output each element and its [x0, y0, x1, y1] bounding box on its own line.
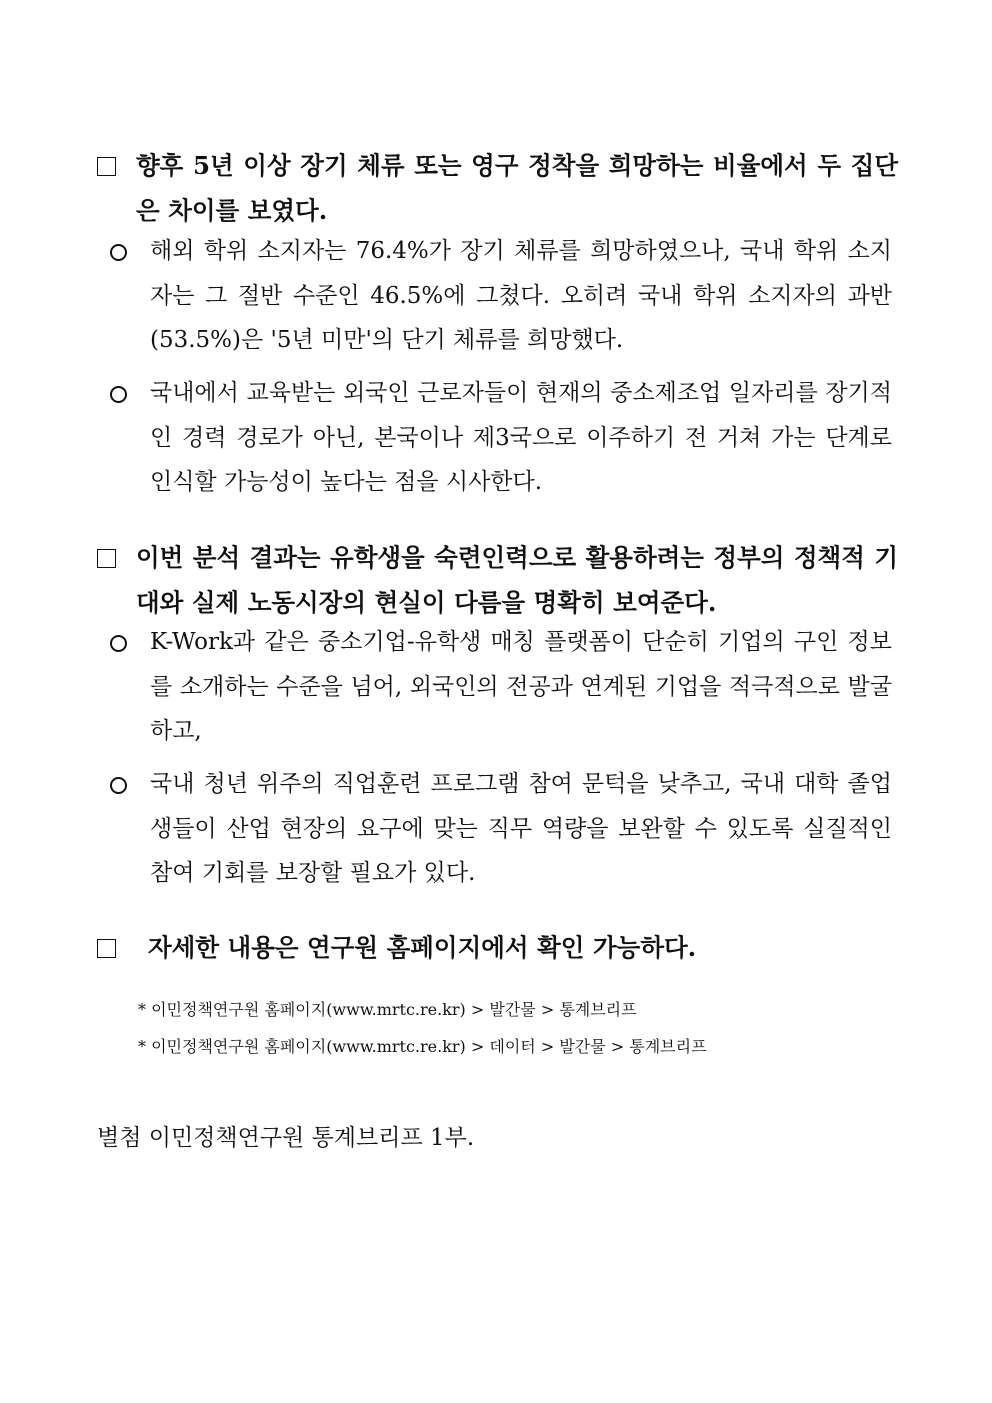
checkbox-square-icon — [97, 157, 116, 176]
checkbox-square-icon — [97, 939, 116, 958]
circle-bullet-icon — [110, 244, 127, 261]
bullet-text: 해외 학위 소지자는 76.4%가 장기 체류를 희망하였으나, 국내 학위 소지자는 그 절반 수준인 46.5%에 그쳤다. 오히려 국내 학위 소지자의 과반(53.5%)은 '5년 미만'의 단기 체류를 희망했다. — [150, 238, 892, 353]
bullet-text: K-Work과 같은 중소기업-유학생 매칭 플랫폼이 단순히 기업의 구인 정보를 소개하는 수준을 넘어, 외국인의 전공과 연계된 기업을 적극적으로 발굴하고, — [150, 629, 892, 744]
bullet-text: 국내에서 교육받는 외국인 근로자들이 현재의 중소제조업 일자리를 장기적인 경력 경로가 아닌, 본국이나 제3국으로 이주하기 전 거쳐 가는 단계로 인식할 가능성이 높다는 점을 시사한다. — [150, 380, 892, 495]
circle-bullet-icon — [110, 777, 127, 794]
attachment-line: 별첨 이민정책연구원 통계브리프 1부. — [97, 1125, 475, 1151]
bullet-text: 국내 청년 위주의 직업훈련 프로그램 참여 문턱을 낮추고, 국내 대학 졸업생들이 산업 현장의 요구에 맞는 직무 역량을 보완할 수 있도록 실질적인 참여 기회를 보장할 필요가 있다. — [150, 771, 892, 886]
reference-note: * 이민정책연구원 홈페이지(www.mrtc.re.kr) > 데이터 > 발간물 > 통계브리프 — [138, 1037, 707, 1056]
section-heading: 향후 5년 이상 장기 체류 또는 영구 정착을 희망하는 비율에서 두 집단은 차이를 보였다. — [136, 151, 898, 225]
reference-note: * 이민정책연구원 홈페이지(www.mrtc.re.kr) > 발간물 > 통계브리프 — [138, 1000, 637, 1019]
section-heading: 이번 분석 결과는 유학생을 숙련인력으로 활용하려는 정부의 정책적 기대와 실제 노동시장의 현실이 다름을 명확히 보여준다. — [136, 543, 898, 617]
circle-bullet-icon — [110, 386, 127, 403]
circle-bullet-icon — [110, 635, 127, 652]
section-heading: 자세한 내용은 연구원 홈페이지에서 확인 가능하다. — [148, 933, 697, 962]
checkbox-square-icon — [97, 549, 116, 568]
